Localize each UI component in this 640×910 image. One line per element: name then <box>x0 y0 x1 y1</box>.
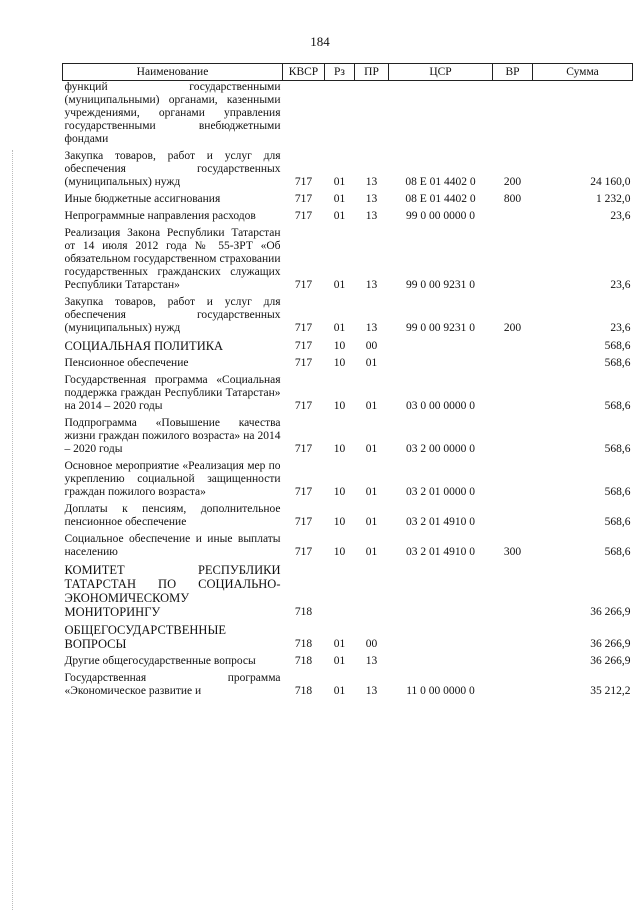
cell-sum: 568,6 <box>604 516 631 528</box>
cell-kvsr: 717 <box>294 400 313 412</box>
cell-csr <box>389 81 493 147</box>
cell-csr: 11 0 00 0000 0 <box>406 685 475 697</box>
cell-pr: 01 <box>365 516 378 528</box>
cell-kvsr: 718 <box>294 655 313 667</box>
cell-rz <box>325 559 355 619</box>
cell-name: Государственная программа «Экономическое развитие и <box>64 672 281 697</box>
cell-csr <box>389 353 493 370</box>
table-row <box>63 559 633 619</box>
cell-rz <box>325 81 355 147</box>
cell-vr: 200 <box>503 176 522 188</box>
cell-rz: 10 <box>333 516 346 528</box>
cell-kvsr <box>283 81 325 147</box>
cell-name: Пенсионное обеспечение <box>64 357 189 369</box>
cell-vr <box>493 668 533 698</box>
cell-name: Подпрограмма «Повышение качества жизни граждан пожилого возраста» на 2014 – 2020 годы <box>64 417 281 455</box>
cell-pr <box>355 81 389 147</box>
cell-name: СОЦИАЛЬНАЯ ПОЛИТИКА <box>64 339 224 353</box>
cell-name: ОБЩЕГОСУДАРСТВЕННЫЕ ВОПРОСЫ <box>64 623 226 651</box>
column-header-vr: ВР <box>493 64 533 81</box>
cell-vr <box>493 559 533 619</box>
cell-name: Иные бюджетные ассигнования <box>64 193 221 205</box>
cell-rz: 01 <box>333 655 346 667</box>
table-body <box>63 81 633 699</box>
cell-pr: 01 <box>365 357 378 369</box>
cell-sum: 23,6 <box>610 210 631 222</box>
cell-kvsr: 717 <box>294 176 313 188</box>
column-header-rz: Рз <box>325 64 355 81</box>
cell-pr: 01 <box>365 486 378 498</box>
cell-kvsr: 717 <box>294 516 313 528</box>
cell-sum <box>533 81 633 147</box>
cell-kvsr: 717 <box>294 443 313 455</box>
cell-sum: 1 232,0 <box>596 193 631 205</box>
cell-pr: 13 <box>365 655 378 667</box>
cell-csr: 08 Е 01 4402 0 <box>405 193 476 205</box>
cell-vr <box>493 370 533 413</box>
cell-name: Другие общегосударственные вопросы <box>64 655 256 667</box>
cell-rz: 01 <box>333 685 346 697</box>
cell-rz: 10 <box>333 486 346 498</box>
cell-pr: 01 <box>365 546 378 558</box>
cell-kvsr: 717 <box>294 279 313 291</box>
cell-csr: 08 Е 01 4402 0 <box>405 176 476 188</box>
table-row <box>63 335 633 353</box>
cell-sum: 568,6 <box>604 400 631 412</box>
cell-vr: 300 <box>503 546 522 558</box>
scan-margin-line <box>12 150 14 910</box>
cell-pr <box>355 559 389 619</box>
cell-kvsr: 717 <box>294 322 313 334</box>
cell-kvsr: 718 <box>294 606 313 618</box>
cell-kvsr: 717 <box>294 340 313 352</box>
cell-pr: 13 <box>365 193 378 205</box>
cell-vr <box>493 499 533 529</box>
cell-kvsr: 717 <box>294 210 313 222</box>
cell-name: Государственная программа «Социальная поддержка граждан Республики Татарстан» на 2014 – 2020 годы <box>64 374 281 412</box>
cell-pr: 01 <box>365 400 378 412</box>
cell-sum: 36 266,9 <box>590 655 631 667</box>
table-row <box>63 529 633 559</box>
cell-sum: 23,6 <box>610 279 631 291</box>
cell-kvsr: 718 <box>294 638 313 650</box>
cell-rz: 01 <box>333 638 346 650</box>
cell-pr: 13 <box>365 322 378 334</box>
cell-name: Социальное обеспечение и иные выплаты населению <box>64 533 281 558</box>
cell-vr: 800 <box>503 193 522 205</box>
cell-sum: 23,6 <box>610 322 631 334</box>
cell-sum: 568,6 <box>604 340 631 352</box>
cell-sum: 568,6 <box>604 546 631 558</box>
cell-pr: 00 <box>365 340 378 352</box>
table-header-row <box>63 64 633 81</box>
page-number: 184 <box>310 34 330 49</box>
table-row <box>63 292 633 335</box>
cell-vr <box>493 619 533 651</box>
cell-name: Основное мероприятие «Реализация мер по укреплению социальной защищенности граждан пожилого возраста» <box>64 460 281 498</box>
table-row <box>63 668 633 698</box>
cell-rz: 01 <box>333 176 346 188</box>
table-row <box>63 413 633 456</box>
cell-vr <box>493 81 533 147</box>
cell-name: Доплаты к пенсиям, дополнительное пенсионное обеспечение <box>64 503 281 528</box>
cell-rz: 10 <box>333 340 346 352</box>
cell-vr <box>493 413 533 456</box>
cell-sum: 568,6 <box>604 357 631 369</box>
cell-csr: 99 0 00 0000 0 <box>406 210 475 222</box>
cell-vr <box>493 456 533 499</box>
cell-kvsr: 717 <box>294 486 313 498</box>
cell-vr <box>493 335 533 353</box>
cell-kvsr: 718 <box>294 685 313 697</box>
cell-name: Непрограммные направления расходов <box>64 210 256 222</box>
cell-csr <box>389 651 493 668</box>
cell-kvsr: 717 <box>294 357 313 369</box>
cell-pr: 13 <box>365 210 378 222</box>
cell-rz: 01 <box>333 193 346 205</box>
table-row <box>63 456 633 499</box>
cell-rz: 01 <box>333 279 346 291</box>
cell-csr <box>389 335 493 353</box>
cell-kvsr: 717 <box>294 193 313 205</box>
cell-csr: 03 2 00 0000 0 <box>406 443 475 455</box>
cell-sum: 568,6 <box>604 486 631 498</box>
table-row <box>63 499 633 529</box>
cell-csr <box>389 619 493 651</box>
table-row <box>63 206 633 223</box>
cell-csr: 99 0 00 9231 0 <box>406 322 475 334</box>
budget-table <box>62 63 633 698</box>
cell-pr: 13 <box>365 176 378 188</box>
cell-name: функций государственными (муниципальными) органами, казенными учреждениями, органами управления государственными внебюджетными фондами <box>64 81 281 145</box>
cell-sum: 568,6 <box>604 443 631 455</box>
column-header-pr: ПР <box>355 64 389 81</box>
table-row <box>63 81 633 147</box>
cell-sum: 36 266,9 <box>590 606 631 618</box>
cell-csr: 03 2 01 4910 0 <box>406 516 475 528</box>
column-header-kvsr: КВСР <box>283 64 325 81</box>
cell-rz: 10 <box>333 443 346 455</box>
cell-name: Реализация Закона Республики Татарстан от 14 июля 2012 года № 55-ЗРТ «Об обязательном государственном страховании государственных гражданских служащих Республики Татарстан» <box>64 227 281 291</box>
table-row <box>63 146 633 189</box>
cell-name: Закупка товаров, работ и услуг для обеспечения государственных (муниципальных) нужд <box>64 150 281 188</box>
column-header-name: Наименование <box>63 64 283 81</box>
cell-rz: 01 <box>333 322 346 334</box>
table-row <box>63 353 633 370</box>
cell-name: Закупка товаров, работ и услуг для обеспечения государственных (муниципальных) нужд <box>64 296 281 334</box>
table-row <box>63 619 633 651</box>
cell-rz: 10 <box>333 357 346 369</box>
cell-rz: 10 <box>333 400 346 412</box>
column-header-csr: ЦСР <box>389 64 493 81</box>
cell-vr: 200 <box>503 322 522 334</box>
cell-csr: 03 2 01 0000 0 <box>406 486 475 498</box>
cell-rz: 01 <box>333 210 346 222</box>
cell-kvsr: 717 <box>294 546 313 558</box>
cell-pr: 13 <box>365 279 378 291</box>
cell-csr: 03 0 00 0000 0 <box>406 400 475 412</box>
cell-pr: 00 <box>365 638 378 650</box>
cell-sum: 35 212,2 <box>590 685 631 697</box>
cell-vr <box>493 353 533 370</box>
table-row <box>63 370 633 413</box>
cell-csr <box>389 559 493 619</box>
cell-name: КОМИТЕТ РЕСПУБЛИКИ ТАТАРСТАН ПО СОЦИАЛЬНО-ЭКОНОМИЧЕСКОМУ МОНИТОРИНГУ <box>64 563 281 619</box>
cell-csr: 99 0 00 9231 0 <box>406 279 475 291</box>
cell-csr: 03 2 01 4910 0 <box>406 546 475 558</box>
table-row <box>63 651 633 668</box>
cell-vr <box>493 651 533 668</box>
cell-pr: 01 <box>365 443 378 455</box>
column-header-sum: Сумма <box>533 64 633 81</box>
cell-vr <box>493 223 533 292</box>
cell-vr <box>493 206 533 223</box>
cell-sum: 24 160,0 <box>590 176 631 188</box>
table-row <box>63 189 633 206</box>
table-row <box>63 223 633 292</box>
cell-sum: 36 266,9 <box>590 638 631 650</box>
cell-rz: 10 <box>333 546 346 558</box>
cell-pr: 13 <box>365 685 378 697</box>
